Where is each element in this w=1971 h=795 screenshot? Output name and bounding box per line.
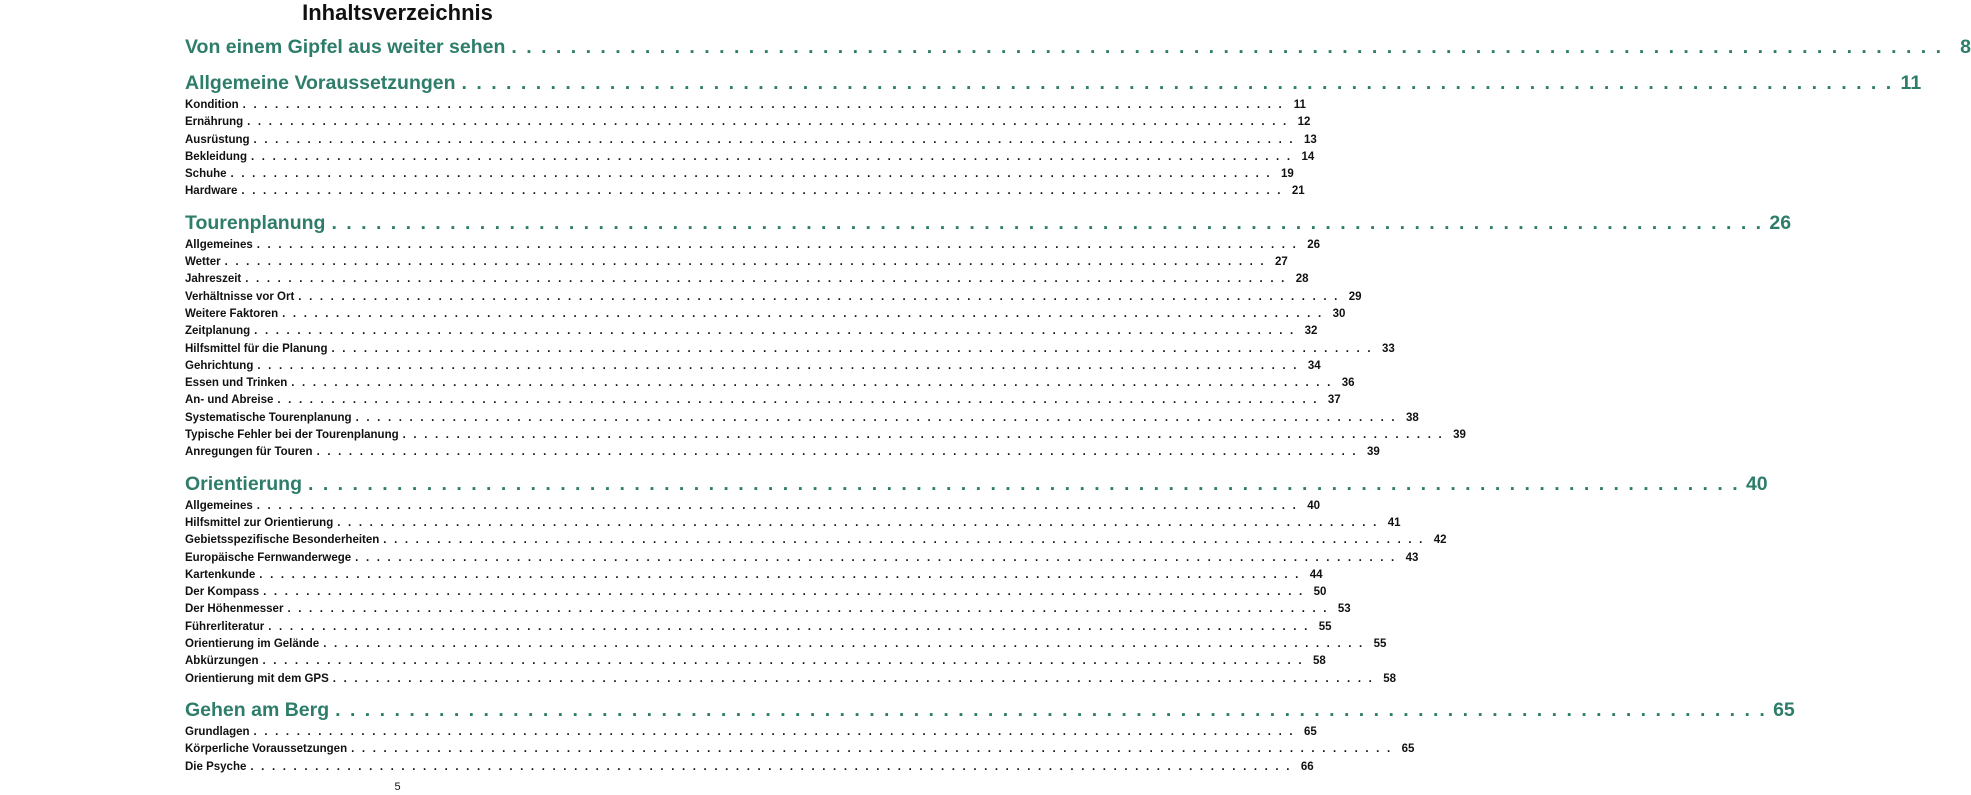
- dot-leader: . . . . . . . . . . . . . . . . . . . . . . . . . . . . . . . . . . . . . . . . . . . . . . . . . . . . . . . . . . . . . . . . . . . . . . . . . . . . . . . . . . . . . . . . . . . . . . . . .: [337, 516, 1379, 529]
- entry-page-number: 65: [1401, 743, 1415, 756]
- dot-leader: . . . . . . . . . . . . . . . . . . . . . . . . . . . . . . . . . . . . . . . . . . . . . . . . . . . . . . . . . . . . . . . . . . . . . . . . . . . . . . . . . . . . . . . . . . . . . . . . .: [461, 72, 1894, 94]
- entry-title: Der Kompass: [185, 586, 260, 599]
- entry-page-number: 37: [1327, 394, 1341, 407]
- entry-title: Schuhe: [185, 168, 227, 181]
- entry-title: Hilfsmittel für die Planung: [185, 342, 328, 355]
- toc-entry[interactable]: [185, 149, 1315, 166]
- entry-title: Allgemeines: [185, 238, 253, 251]
- chapter-title: Orientierung: [185, 472, 303, 495]
- entry-page-number: 21: [1291, 185, 1305, 198]
- dot-leader: . . . . . . . . . . . . . . . . . . . . . . . . . . . . . . . . . . . . . . . . . . . . . . . . . . . . . . . . . . . . . . . . . . . . . . . . . . . . . . . . . . . . . . . . . . . . . . . . .: [277, 394, 1319, 407]
- dot-leader: . . . . . . . . . . . . . . . . . . . . . . . . . . . . . . . . . . . . . . . . . . . . . . . . . . . . . . . . . . . . . . . . . . . . . . . . . . . . . . . . . . . . . . . . . . . . . . . . .: [351, 743, 1393, 756]
- toc-entry[interactable]: [185, 306, 1346, 323]
- section-spacer: [185, 201, 610, 210]
- chapter-title: Tourenplanung: [185, 211, 326, 234]
- dot-leader: . . . . . . . . . . . . . . . . . . . . . . . . . . . . . . . . . . . . . . . . . . . . . . . . . . . . . . . . . . . . . . . . . . . . . . . . . . . . . . . . . . . . . . . . . . . . . . . . .: [256, 499, 1298, 512]
- entry-page-number: 38: [1406, 411, 1419, 424]
- dot-leader: . . . . . . . . . . . . . . . . . . . . . . . . . . . . . . . . . . . . . . . . . . . . . . . . . . . . . . . . . . . . . . . . . . . . . . . . . . . . . . . . . . . . . . . . . . . . . . . . .: [256, 238, 1298, 251]
- entry-title: Die Psyche: [185, 760, 247, 773]
- entry-title: Orientierung im Gelände: [185, 638, 320, 651]
- chapter-heading[interactable]: [185, 471, 1768, 498]
- entry-page-number: 66: [1300, 760, 1314, 773]
- entry-title: Ernährung: [185, 116, 244, 129]
- entry-page-number: 19: [1281, 168, 1294, 181]
- dot-leader: . . . . . . . . . . . . . . . . . . . . . . . . . . . . . . . . . . . . . . . . . . . . . . . . . . . . . . . . . . . . . . . . . . . . . . . . . . . . . . . . . . . . . . . . . . . . . . . . .: [331, 211, 1764, 234]
- toc-entry[interactable]: [185, 619, 1332, 636]
- dot-leader: . . . . . . . . . . . . . . . . . . . . . . . . . . . . . . . . . . . . . . . . . . . . . . . . . . . . . . . . . . . . . . . . . . . . . . . . . . . . . . . . . . . . . . . . . . . . . . . . .: [332, 672, 1375, 685]
- entry-title: Kartenkunde: [185, 568, 256, 581]
- entry-title: Körperliche Voraussetzungen: [185, 743, 348, 756]
- entry-title: Jahreszeit: [185, 273, 242, 286]
- entry-title: Systematische Tourenplanung: [185, 411, 352, 424]
- table-of-contents: [185, 34, 1971, 776]
- toc-entry[interactable]: [185, 358, 1321, 375]
- section-spacer: [185, 688, 610, 697]
- entry-title: Der Höhenmesser: [185, 603, 284, 616]
- entry-title: Gebietsspezifische Besonderheiten: [185, 534, 380, 547]
- entry-title: Ausrüstung: [185, 133, 250, 146]
- entry-page-number: 29: [1348, 290, 1362, 303]
- chapter-title: Allgemeine Voraussetzungen: [185, 72, 456, 94]
- dot-leader: . . . . . . . . . . . . . . . . . . . . . . . . . . . . . . . . . . . . . . . . . . . . . . . . . . . . . . . . . . . . . . . . . . . . . . . . . . . . . . . . . . . . . . . . . . . . . . . . .: [355, 551, 1397, 564]
- entry-page-number: 11: [1293, 99, 1306, 111]
- toc-entry[interactable]: [185, 97, 1306, 114]
- entry-page-number: 65: [1303, 725, 1317, 738]
- toc-entry[interactable]: [185, 444, 1380, 461]
- chapter-page-number: 40: [1745, 472, 1768, 495]
- chapter-heading[interactable]: [185, 697, 1795, 724]
- entry-title: Hardware: [185, 185, 238, 198]
- toc-entry[interactable]: [185, 759, 1314, 776]
- toc-entry[interactable]: [185, 289, 1362, 306]
- entry-title: Bekleidung: [185, 150, 247, 163]
- toc-entry[interactable]: [185, 323, 1318, 340]
- toc-section: [185, 471, 1768, 697]
- entry-title: Orientierung mit dem GPS: [185, 672, 329, 685]
- entry-page-number: 34: [1307, 359, 1321, 372]
- dot-leader: . . . . . . . . . . . . . . . . . . . . . . . . . . . . . . . . . . . . . . . . . . . . . . . . . . . . . . . . . . . . . . . . . . . . . . . . . . . . . . . . . . . . . . . . . . . . . . . . .: [355, 411, 1397, 424]
- entry-page-number: 55: [1373, 638, 1387, 651]
- dot-leader: . . . . . . . . . . . . . . . . . . . . . . . . . . . . . . . . . . . . . . . . . . . . . . . . . . . . . . . . . . . . . . . . . . . . . . . . . . . . . . . . . . . . . . . . . . . . . . . . .: [263, 586, 1305, 599]
- toc-section: [185, 210, 1792, 471]
- entry-title: Anregungen für Touren: [185, 446, 313, 459]
- entry-title: Wetter: [185, 256, 221, 269]
- entry-page-number: 39: [1453, 429, 1466, 442]
- entry-title: Hilfsmittel zur Orientierung: [185, 516, 334, 529]
- toc-section: [185, 697, 1795, 776]
- dot-leader: . . . . . . . . . . . . . . . . . . . . . . . . . . . . . . . . . . . . . . . . . . . . . . . . . . . . . . . . . . . . . . . . . . . . . . . . . . . . . . . . . . . . . . . . . . . . . . . . .: [259, 568, 1301, 581]
- entry-page-number: 58: [1383, 672, 1397, 685]
- toc-entry[interactable]: [185, 410, 1419, 427]
- dot-leader: . . . . . . . . . . . . . . . . . . . . . . . . . . . . . . . . . . . . . . . . . . . . . . . . . . . . . . . . . . . . . . . . . . . . . . . . . . . . . . . . . . . . . . . . . . . . . . . . .: [268, 620, 1310, 633]
- entry-page-number: 42: [1433, 534, 1447, 547]
- dot-leader: . . . . . . . . . . . . . . . . . . . . . . . . . . . . . . . . . . . . . . . . . . . . . . . . . . . . . . . . . . . . . . . . . . . . . . . . . . . . . . . . . . . . . . . . . . . . . . . . .: [241, 185, 1283, 198]
- chapter-page-number: 8: [1960, 36, 1971, 58]
- dot-leader: . . . . . . . . . . . . . . . . . . . . . . . . . . . . . . . . . . . . . . . . . . . . . . . . . . . . . . . . . . . . . . . . . . . . . . . . . . . . . . . . . . . . . . . . . . . . . . . . .: [282, 307, 1324, 320]
- entry-page-number: 58: [1312, 655, 1326, 668]
- section-spacer: [185, 462, 610, 471]
- toc-entry[interactable]: [185, 741, 1415, 758]
- entry-page-number: 36: [1341, 377, 1355, 390]
- toc-entry[interactable]: [185, 601, 1351, 618]
- entry-page-number: 30: [1332, 307, 1346, 320]
- entry-title: Abkürzungen: [185, 655, 259, 668]
- chapter-title: Gehen am Berg: [185, 698, 330, 721]
- toc-entry[interactable]: [185, 166, 1294, 183]
- entry-page-number: 53: [1337, 603, 1351, 616]
- toc-entry[interactable]: [185, 567, 1323, 584]
- entry-title: Europäische Fernwanderwege: [185, 551, 352, 564]
- page-number: 5: [394, 781, 401, 793]
- toc-entry[interactable]: [185, 375, 1355, 392]
- entry-page-number: 32: [1304, 325, 1318, 338]
- entry-title: Zeitplanung: [185, 325, 251, 338]
- entry-page-number: 26: [1307, 238, 1320, 251]
- entry-title: An- und Abreise: [185, 394, 274, 407]
- entry-page-number: 39: [1367, 446, 1380, 459]
- dot-leader: . . . . . . . . . . . . . . . . . . . . . . . . . . . . . . . . . . . . . . . . . . . . . . . . . . . . . . . . . . . . . . . . . . . . . . . . . . . . . . . . . . . . . . . . . . . . . . . . .: [402, 429, 1444, 442]
- toc-entry[interactable]: [185, 653, 1326, 670]
- toc-entry[interactable]: [185, 532, 1447, 549]
- toc-entry[interactable]: [185, 254, 1288, 271]
- entry-page-number: 44: [1309, 568, 1323, 581]
- entry-title: Essen und Trinken: [185, 377, 288, 390]
- dot-leader: . . . . . . . . . . . . . . . . . . . . . . . . . . . . . . . . . . . . . . . . . . . . . . . . . . . . . . . . . . . . . . . . . . . . . . . . . . . . . . . . . . . . . . . . . . . . . . . . .: [224, 256, 1266, 269]
- dot-leader: . . . . . . . . . . . . . . . . . . . . . . . . . . . . . . . . . . . . . . . . . . . . . . . . . . . . . . . . . . . . . . . . . . . . . . . . . . . . . . . . . . . . . . . . . . . . . . . . .: [331, 342, 1373, 355]
- entry-page-number: 50: [1313, 586, 1327, 599]
- dot-leader: . . . . . . . . . . . . . . . . . . . . . . . . . . . . . . . . . . . . . . . . . . . . . . . . . . . . . . . . . . . . . . . . . . . . . . . . . . . . . . . . . . . . . . . . . . . . . . . . .: [245, 273, 1287, 286]
- dot-leader: . . . . . . . . . . . . . . . . . . . . . . . . . . . . . . . . . . . . . . . . . . . . . . . . . . . . . . . . . . . . . . . . . . . . . . . . . . . . . . . . . . . . . . . . . . . . . . . . .: [287, 603, 1329, 616]
- entry-page-number: 33: [1381, 342, 1395, 355]
- entry-page-number: 27: [1275, 256, 1288, 269]
- toc-entry[interactable]: [185, 183, 1305, 200]
- toc-entry[interactable]: [185, 341, 1395, 358]
- entry-title: Verhältnisse vor Ort: [185, 290, 295, 303]
- dot-leader: . . . . . . . . . . . . . . . . . . . . . . . . . . . . . . . . . . . . . . . . . . . . . . . . . . . . . . . . . . . . . . . . . . . . . . . . . . . . . . . . . . . . . . . . . . . . . . . . .: [262, 655, 1304, 668]
- dot-leader: . . . . . . . . . . . . . . . . . . . . . . . . . . . . . . . . . . . . . . . . . . . . . . . . . . . . . . . . . . . . . . . . . . . . . . . . . . . . . . . . . . . . . . . . . . . . . . . . .: [511, 36, 1944, 58]
- entry-page-number: 55: [1318, 620, 1332, 633]
- entry-title: Typische Fehler bei der Tourenplanung: [185, 429, 399, 442]
- chapter-page-number: 26: [1769, 211, 1792, 234]
- dot-leader: . . . . . . . . . . . . . . . . . . . . . . . . . . . . . . . . . . . . . . . . . . . . . . . . . . . . . . . . . . . . . . . . . . . . . . . . . . . . . . . . . . . . . . . . . . . . . . . . .: [254, 325, 1296, 338]
- chapter-heading[interactable]: [185, 70, 1922, 97]
- dot-leader: . . . . . . . . . . . . . . . . . . . . . . . . . . . . . . . . . . . . . . . . . . . . . . . . . . . . . . . . . . . . . . . . . . . . . . . . . . . . . . . . . . . . . . . . . . . . . . . . .: [335, 698, 1767, 721]
- dot-leader: . . . . . . . . . . . . . . . . . . . . . . . . . . . . . . . . . . . . . . . . . . . . . . . . . . . . . . . . . . . . . . . . . . . . . . . . . . . . . . . . . . . . . . . . . . . . . . . . .: [230, 168, 1272, 181]
- entry-title: Führerliteratur: [185, 620, 265, 633]
- entry-page-number: 28: [1295, 273, 1309, 286]
- toc-entry[interactable]: [185, 584, 1327, 601]
- chapter-heading[interactable]: [185, 34, 1971, 61]
- entry-page-number: 40: [1307, 499, 1320, 512]
- entry-page-number: 43: [1405, 551, 1419, 564]
- dot-leader: . . . . . . . . . . . . . . . . . . . . . . . . . . . . . . . . . . . . . . . . . . . . . . . . . . . . . . . . . . . . . . . . . . . . . . . . . . . . . . . . . . . . . . . . . . . . . . . . .: [323, 638, 1365, 651]
- toc-entry[interactable]: [185, 724, 1317, 741]
- chapter-page-number: 65: [1773, 698, 1795, 721]
- toc-entry[interactable]: [185, 427, 1466, 444]
- dot-leader: . . . . . . . . . . . . . . . . . . . . . . . . . . . . . . . . . . . . . . . . . . . . . . . . . . . . . . . . . . . . . . . . . . . . . . . . . . . . . . . . . . . . . . . . . . . . . . . . .: [253, 133, 1295, 146]
- page-title: Inhaltsverzeichnis: [302, 0, 493, 25]
- toc-entry[interactable]: [185, 132, 1317, 149]
- entry-page-number: 14: [1301, 150, 1315, 163]
- entry-title: Weitere Faktoren: [185, 307, 279, 320]
- toc-entry[interactable]: [185, 550, 1419, 567]
- toc-entry[interactable]: [185, 237, 1320, 254]
- entry-title: Kondition: [185, 99, 239, 111]
- dot-leader: . . . . . . . . . . . . . . . . . . . . . . . . . . . . . . . . . . . . . . . . . . . . . . . . . . . . . . . . . . . . . . . . . . . . . . . . . . . . . . . . . . . . . . . . . . . . . . . . .: [250, 760, 1292, 773]
- entry-page-number: 41: [1387, 516, 1401, 529]
- dot-leader: . . . . . . . . . . . . . . . . . . . . . . . . . . . . . . . . . . . . . . . . . . . . . . . . . . . . . . . . . . . . . . . . . . . . . . . . . . . . . . . . . . . . . . . . . . . . . . . . .: [298, 290, 1340, 303]
- chapter-page-number: 11: [1900, 72, 1922, 94]
- toc-section: [185, 34, 1971, 70]
- dot-leader: . . . . . . . . . . . . . . . . . . . . . . . . . . . . . . . . . . . . . . . . . . . . . . . . . . . . . . . . . . . . . . . . . . . . . . . . . . . . . . . . . . . . . . . . . . . . . . . . .: [291, 377, 1333, 390]
- toc-section: [185, 70, 1922, 210]
- dot-leader: . . . . . . . . . . . . . . . . . . . . . . . . . . . . . . . . . . . . . . . . . . . . . . . . . . . . . . . . . . . . . . . . . . . . . . . . . . . . . . . . . . . . . . . . . . . . . . . . .: [257, 359, 1299, 372]
- toc-entry[interactable]: [185, 671, 1397, 688]
- dot-leader: . . . . . . . . . . . . . . . . . . . . . . . . . . . . . . . . . . . . . . . . . . . . . . . . . . . . . . . . . . . . . . . . . . . . . . . . . . . . . . . . . . . . . . . . . . . . . . . . .: [316, 446, 1358, 459]
- chapter-title: Von einem Gipfel aus weiter sehen: [185, 36, 506, 58]
- dot-leader: . . . . . . . . . . . . . . . . . . . . . . . . . . . . . . . . . . . . . . . . . . . . . . . . . . . . . . . . . . . . . . . . . . . . . . . . . . . . . . . . . . . . . . . . . . . . . . . . .: [242, 99, 1284, 111]
- dot-leader: . . . . . . . . . . . . . . . . . . . . . . . . . . . . . . . . . . . . . . . . . . . . . . . . . . . . . . . . . . . . . . . . . . . . . . . . . . . . . . . . . . . . . . . . . . . . . . . . .: [383, 534, 1425, 547]
- entry-title: Allgemeines: [185, 499, 253, 512]
- toc-entry[interactable]: [185, 392, 1341, 409]
- section-spacer: [185, 61, 610, 70]
- chapter-heading[interactable]: [185, 210, 1792, 237]
- toc-entry[interactable]: [185, 636, 1387, 653]
- dot-leader: . . . . . . . . . . . . . . . . . . . . . . . . . . . . . . . . . . . . . . . . . . . . . . . . . . . . . . . . . . . . . . . . . . . . . . . . . . . . . . . . . . . . . . . . . . . . . . . . .: [247, 116, 1289, 129]
- toc-entry[interactable]: [185, 498, 1320, 515]
- dot-leader: . . . . . . . . . . . . . . . . . . . . . . . . . . . . . . . . . . . . . . . . . . . . . . . . . . . . . . . . . . . . . . . . . . . . . . . . . . . . . . . . . . . . . . . . . . . . . . . . .: [250, 150, 1293, 163]
- entry-page-number: 12: [1297, 116, 1311, 129]
- entry-page-number: 13: [1303, 133, 1317, 146]
- toc-entry[interactable]: [185, 114, 1311, 131]
- entry-title: Gehrichtung: [185, 359, 254, 372]
- dot-leader: . . . . . . . . . . . . . . . . . . . . . . . . . . . . . . . . . . . . . . . . . . . . . . . . . . . . . . . . . . . . . . . . . . . . . . . . . . . . . . . . . . . . . . . . . . . . . . . . .: [308, 472, 1740, 495]
- toc-entry[interactable]: [185, 271, 1309, 288]
- toc-entry[interactable]: [185, 515, 1401, 532]
- entry-title: Grundlagen: [185, 725, 250, 738]
- dot-leader: . . . . . . . . . . . . . . . . . . . . . . . . . . . . . . . . . . . . . . . . . . . . . . . . . . . . . . . . . . . . . . . . . . . . . . . . . . . . . . . . . . . . . . . . . . . . . . . . .: [253, 725, 1295, 738]
